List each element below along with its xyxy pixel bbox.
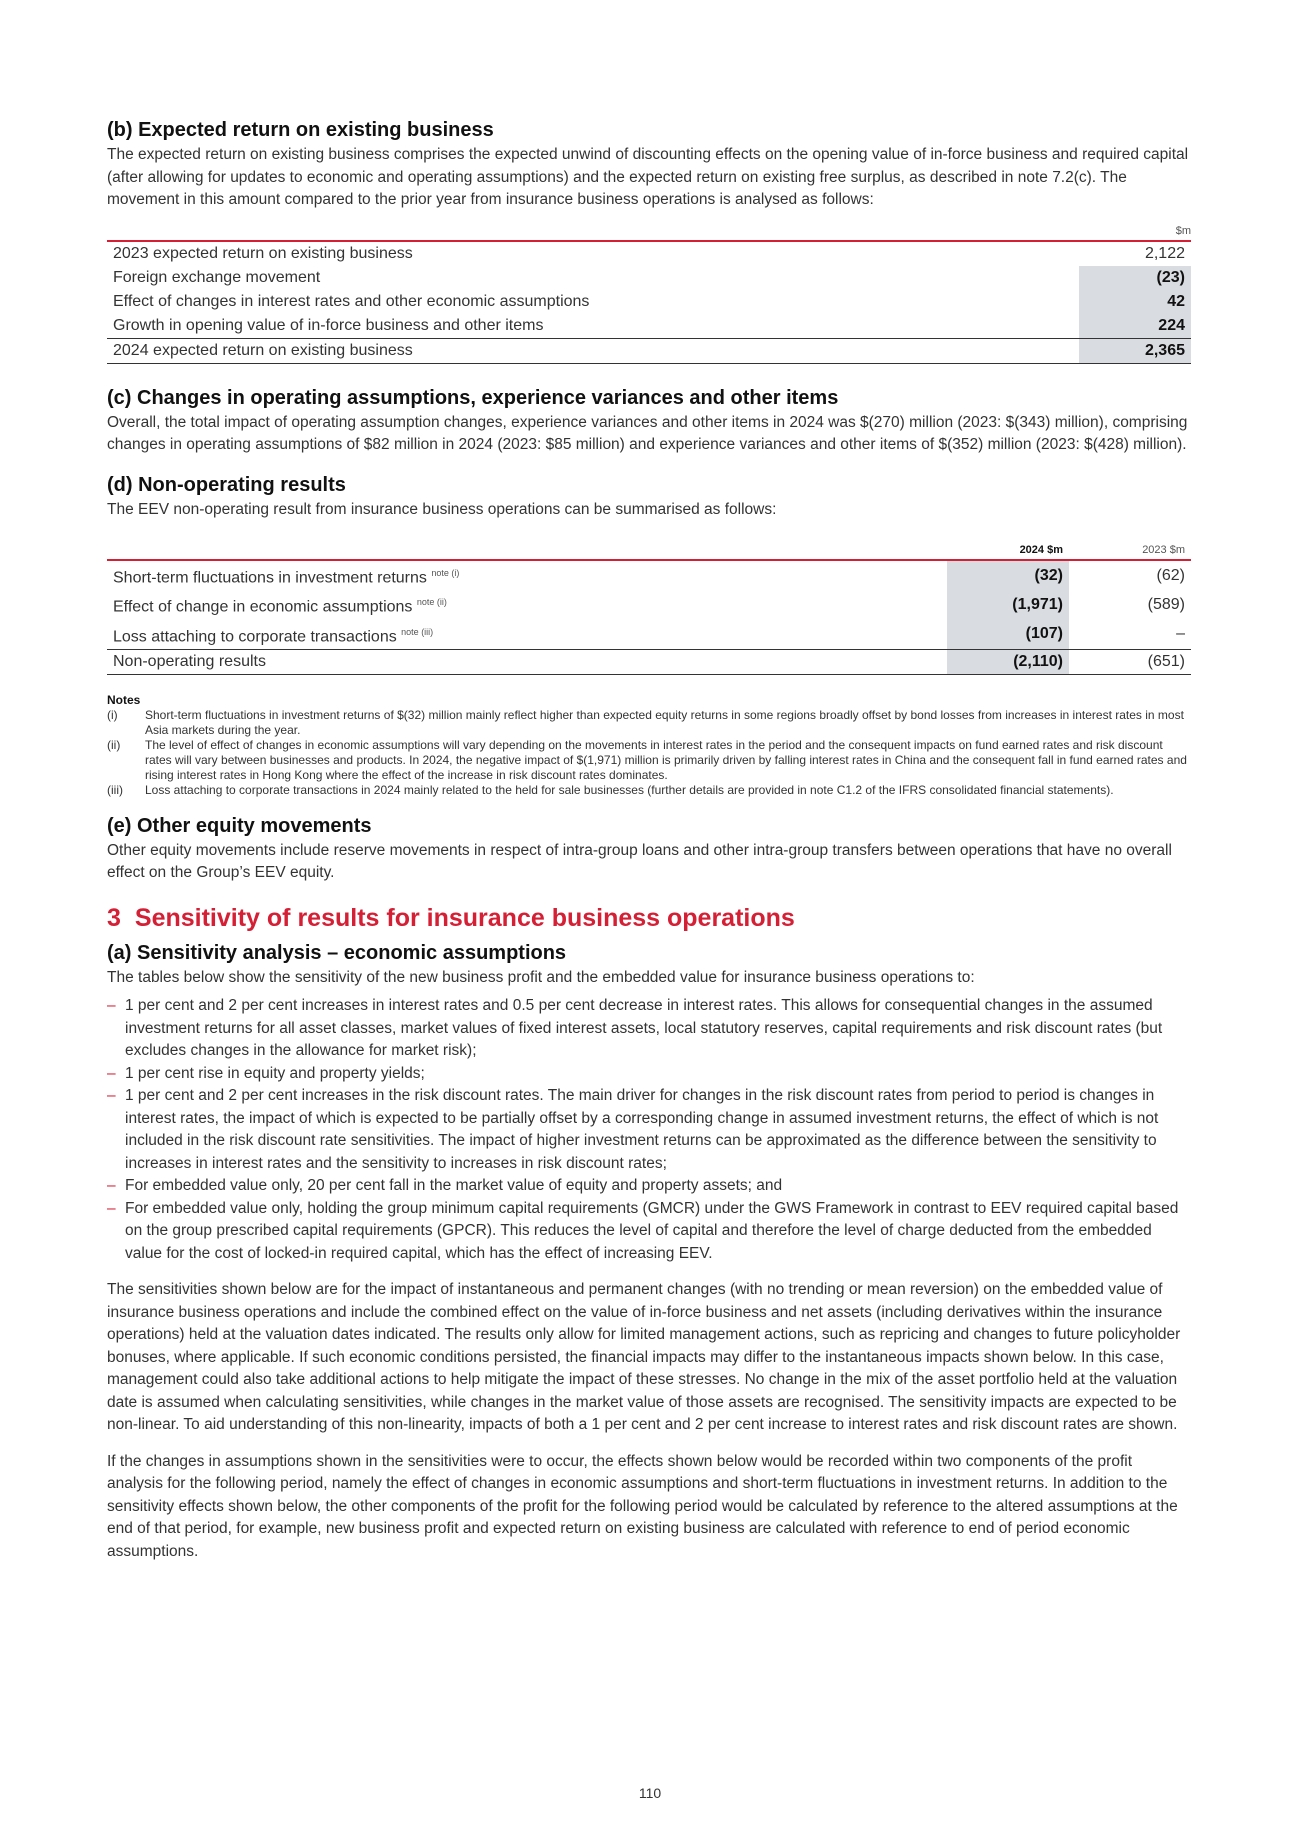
section-d-heading: (d) Non-operating results — [107, 473, 346, 496]
section-b-paragraph: The expected return on existing business comprises the expected unwind of discounting effects on the opening value of in-force business and required capital (after allowing for updates to economic and operating assumptions) and the expected return on existing free surplus, as described in note 7.2(c). The movement in this amount compared to the prior year from insurance business operations is analysed as follows: — [107, 146, 1189, 208]
list-item: – For embedded value only, holding the group minimum capital requirements (GMCR) under the GWS Framework in contrast to EEV required capital based on the group prescribed capital requirements (GPCR). This reduces the level of capital and therefore the level of charge deducted from the embedded value for the cost of locked-in required capital, which has the effect of increasing EEV. — [107, 1198, 1191, 1266]
section-e-heading: (e) Other equity movements — [107, 814, 372, 837]
note-text: Loss attaching to corporate transactions in 2024 mainly related to the held for sale businesses (further details are provided in note C1.2 of the IFRS consolidated financial statements). — [145, 782, 1114, 797]
table-row — [107, 620, 1191, 650]
section-number: 3 — [107, 903, 121, 932]
list-item: – For embedded value only, 20 per cent fall in the market value of equity and property assets; and — [107, 1175, 1191, 1198]
page-number: 110 — [638, 1785, 662, 1801]
notes-block — [107, 693, 1191, 798]
row-label: Non-operating results — [107, 649, 947, 674]
table-total-row — [107, 338, 1191, 363]
notes-title: Notes — [107, 692, 141, 707]
section-b-heading: (b) Expected return on existing business — [107, 119, 494, 141]
row-value: 2,365 — [1079, 338, 1191, 363]
note-ref: note (ii) — [416, 597, 447, 608]
row-label: Effect of change in economic assumptions — [113, 598, 413, 616]
table-header-row — [107, 541, 1191, 560]
table-row — [107, 266, 1191, 290]
section-e-paragraph: Other equity movements include reserve movements in respect of intra-group loans and other intra-group transfers between operations that have no overall effect on the Group’s EEV equity. — [107, 841, 1172, 882]
note-key: (i) — [107, 707, 118, 722]
value-2023: (589) — [1147, 595, 1185, 613]
value-2024: (1,971) — [947, 590, 1069, 619]
section-3a-heading: (a) Sensitivity analysis – economic assumptions — [107, 941, 567, 964]
value-2024: (2,110) — [947, 649, 1069, 674]
table-row — [107, 290, 1191, 314]
section-d-paragraph: The EEV non-operating result from insurance business operations can be summarised as follows: — [107, 500, 777, 518]
value-2023: (651) — [1069, 649, 1191, 674]
page-content — [107, 118, 1191, 1563]
col-2023-header: 2023 $m — [1142, 544, 1185, 556]
sensitivity-paragraph-1: The sensitivities shown below are for the impact of instantaneous and permanent changes (with no trending or mean reversion) on the embedded value of insurance business operations and include the combined effect on the value of in-force business and net assets (including derivatives within the insurance operations) held at the valuation dates indicated. The results only allow for limited management actions, such as repricing and changes to future policyholder bonuses, where applicable. If such economic conditions persisted, the financial impacts may differ to the instantaneous impacts shown below. In this case, management could also take additional actions to help mitigate the impact of these stresses. No change in the mix of the asset portfolio held at the valuation date is assumed when calculating sensitivities, while changes in the market value of those assets are recognised. The sensitivity impacts are expected to be non-linear. To aid understanding of this non-linearity, impacts of both a 1 per cent and 2 per cent increase to interest rates and risk discount rates are shown. — [107, 1281, 1181, 1434]
sensitivity-list — [107, 995, 1191, 1265]
table-row — [107, 590, 1191, 619]
note-item — [107, 708, 1191, 738]
section-c-heading: (c) Changes in operating assumptions, experience variances and other items — [107, 386, 839, 409]
note-item — [107, 738, 1191, 783]
row-label: 2024 expected return on existing business — [107, 338, 1079, 363]
note-item — [107, 783, 1191, 798]
list-item: – 1 per cent rise in equity and property yields; — [107, 1063, 1191, 1086]
section-3-heading — [107, 903, 1191, 933]
table-row — [107, 241, 1191, 266]
value-2024: (107) — [947, 620, 1069, 650]
row-label: 2023 expected return on existing business — [107, 241, 1079, 266]
note-ref: note (i) — [431, 568, 460, 578]
note-text: Short-term fluctuations in investment returns of $(32) million mainly reflect higher than expected equity returns in some regions broadly offset by bond losses from increases in interest rates in most Asia markets during the year. — [145, 707, 1184, 737]
table-row — [107, 560, 1191, 590]
note-key: (iii) — [107, 782, 123, 797]
sensitivity-paragraph-2: If the changes in assumptions shown in the sensitivities were to occur, the effects shown below would be recorded within two components of the profit analysis for the following period, namely the effect of changes in economic assumptions and short-term fluctuations in investment returns. In addition to the sensitivity effects shown below, the other components of the profit for the following period would be calculated by reference to the altered assumptions at the end of that period, for example, new business profit and expected return on existing business are calculated with reference to end of period economic assumptions. — [107, 1452, 1178, 1560]
row-value: 42 — [1079, 290, 1191, 314]
row-label: Short-term fluctuations in investment returns — [113, 569, 427, 587]
row-label: Effect of changes in interest rates and other economic assumptions — [113, 292, 590, 310]
value-2023: – — [1176, 625, 1185, 643]
row-label: Growth in opening value of in-force business and other items — [113, 316, 544, 334]
row-value: 224 — [1079, 314, 1191, 339]
value-2024: (32) — [947, 560, 1069, 590]
list-item: – 1 per cent and 2 per cent increases in the risk discount rates. The main driver for changes in the risk discount rates from period to period is changes in interest rates, the impact of which is expected to be partially offset by a corresponding change in assumed investment returns, the effect of which is not included in the risk discount rate sensitivities. The impact of higher investment returns can be approximated as the difference between the sensitivity to increases in interest rates and the sensitivity to increases in risk discount rates; — [107, 1085, 1191, 1175]
section-3a-intro: The tables below show the sensitivity of the new business profit and the embedded value for insurance business operations to: — [107, 968, 975, 986]
col-2024-header: 2024 $m — [1019, 544, 1063, 556]
non-operating-table — [107, 541, 1191, 675]
section-title: Sensitivity of results for insurance business operations — [134, 903, 795, 932]
table-row — [107, 314, 1191, 339]
note-text: The level of effect of changes in economic assumptions will vary depending on the movements in interest rates in the period and the consequent impacts on fund earned rates and risk discount rates will vary between businesses and products. In 2024, the negative impact of $(1,971) million is primarily driven by falling interest rates in China and the consequent fall in fund earned rates and rising interest rates in Hong Kong where the effect of the increase in risk discount rates dominates. — [145, 737, 1187, 782]
row-value: 2,122 — [1079, 241, 1191, 266]
list-item: – 1 per cent and 2 per cent increases in interest rates and 0.5 per cent decrease in interest rates. This allows for consequential changes in the assumed investment returns for all asset classes, market values of fixed interest assets, local statutory reserves, capital requirements and risk discount rates (but excludes changes in the allowance for market risk); — [107, 995, 1191, 1063]
value-2023: (62) — [1069, 560, 1191, 590]
note-key: (ii) — [107, 737, 121, 752]
note-ref: note (iii) — [401, 626, 434, 637]
expected-return-table — [107, 240, 1191, 364]
section-c-paragraph: Overall, the total impact of operating assumption changes, experience variances and other items in 2024 was $(270) million (2023: $(343) million), comprising changes in operating assumptions of $82 million in 2024 (2023: $85 million) and experience variances and other items of $(352) million (2023: $(428) million). — [107, 413, 1188, 453]
row-value: (23) — [1079, 266, 1191, 290]
row-label: Loss attaching to corporate transactions — [113, 627, 397, 645]
row-label: Foreign exchange movement — [113, 268, 321, 286]
table-b-unit: $m — [1175, 224, 1191, 237]
table-total-row — [107, 649, 1191, 674]
